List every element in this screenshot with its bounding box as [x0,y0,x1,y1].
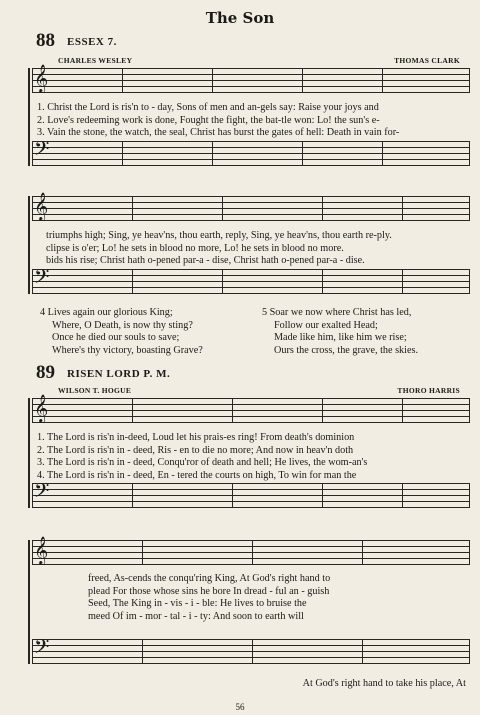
hymn-89-verse-lines-a: 1. The Lord is ris'n in-deed, Loud let his prais-es ring! From death's dominion 2. The Lord is ris'n in - deed, Ris - en to die no more; And now in heav'n doth 3. The Lord is ris'n in - deed, Conqu'ror of death and hell; He lives, the wom-an's 4. The Lord is ris'n in - deed, En - tered the courts on high, To win for man the [37,432,368,481]
page-number: 56 [235,702,245,712]
page-header: The Son [205,9,275,27]
bass-clef-icon: 𝄢 [34,479,50,507]
bass-staff [32,137,470,166]
hymn-89-verse-lines-b: freed, As-cends the conqu'ring King, At God's right hand to plead For those whose sins he bore In dread - ful an - guish Seed, The King in - vis - i - ble: He lives to bruise the meed Of im - mor - tal - i - ty: And soon to earth will [88,573,331,622]
hymn-89-refrain-echo: At God's right hand to take his place, At [302,678,466,689]
treble-staff [32,192,470,221]
hymn-88-tune: ESSEX 7. [67,36,117,48]
system-brace [28,68,30,166]
system-brace [28,540,30,664]
system-brace [28,398,30,508]
hymn-88-verse-lines-a: 1. Christ the Lord is ris'n to - day, Sons of men and an-gels say: Raise your joys and 2. Love's redeeming work is done, Fought the fight, the bat-tle won: Lo! the sun's e- 3. Vain the stone, the watch, the seal, Christ has burst the gates of hell: Death in vain for- [37,102,400,138]
bass-clef-icon: 𝄢 [34,137,50,165]
bass-clef-icon: 𝄢 [34,635,50,663]
treble-staff [32,64,470,93]
treble-clef-icon: 𝄞 [34,64,49,92]
hymn-89-number: 89 [36,362,55,383]
treble-clef-icon: 𝄞 [34,394,49,422]
bass-staff [32,635,470,664]
hymn-88-number: 88 [36,30,55,51]
hymn-88-author: CHARLES WESLEY [58,56,133,65]
bass-staff [32,265,470,294]
treble-clef-icon: 𝄞 [34,536,49,564]
hymn-88-verse-lines-b: triumphs high; Sing, ye heav'ns, thou earth, reply, Sing, ye heav'ns, thou earth re-ply. clipse is o'er; Lo! he sets in blood no more, Lo! he sets in blood no more. bids his rise; Christ hath o-pened par-a - dise, Christ hath o-pened par-a - dise. [46,230,392,266]
hymn-88-stanza-4: 4 Lives again our glorious King; Where, O Death, is now thy sting? Once he died our souls to save; Where's thy victory, boasting Grave? [40,307,203,356]
bass-clef-icon: 𝄢 [34,265,50,293]
hymn-88-composer: THOMAS CLARK [394,56,460,65]
hymn-89-author: WILSON T. HOGUE [58,386,132,395]
bass-staff [32,479,470,508]
treble-staff [32,536,470,565]
treble-clef-icon: 𝄞 [34,192,49,220]
treble-staff [32,394,470,423]
hymn-88-stanza-5: 5 Soar we now where Christ has led, Follow our exalted Head; Made like him, like him we rise; Ours the cross, the grave, the skies. [262,307,419,356]
system-brace [28,196,30,294]
hymn-89-tune: RISEN LORD P. M. [67,368,171,380]
hymn-89-composer: THORO HARRIS [397,386,460,395]
